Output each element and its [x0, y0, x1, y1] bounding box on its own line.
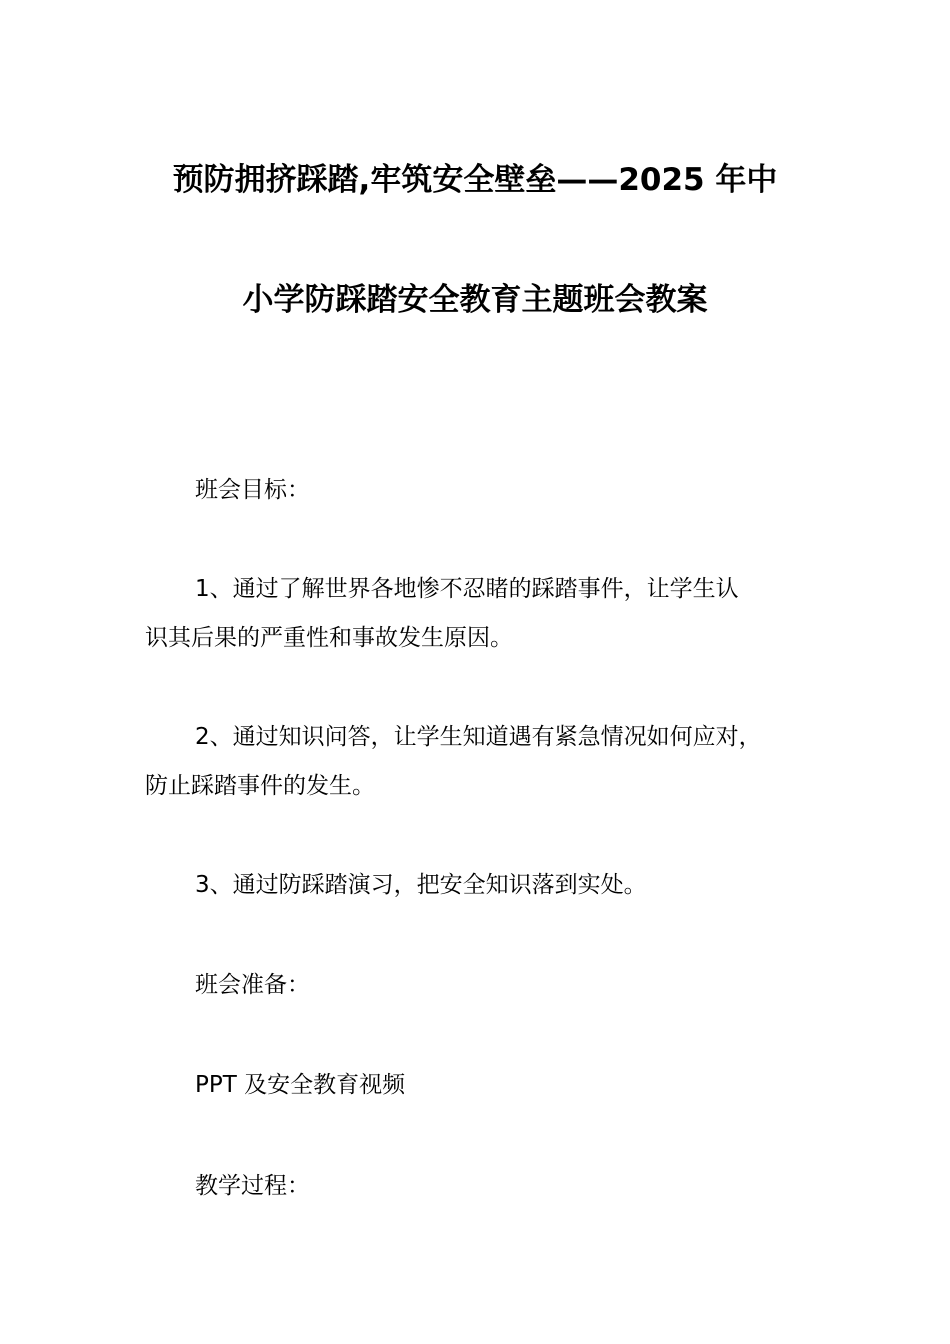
goals-heading: 班会目标： — [195, 477, 310, 503]
goal-2-continuation: 防止踩踏事件的发生。 — [145, 773, 375, 799]
goal-3: 3、通过防踩踏演习，把安全知识落到实处。 — [195, 872, 647, 898]
prep-heading: 班会准备： — [195, 972, 310, 998]
process-heading: 教学过程： — [195, 1173, 310, 1199]
document-title-line-2: 小学防踩踏安全教育主题班会教案 — [242, 282, 708, 318]
prep-item: PPT 及安全教育视频 — [195, 1072, 406, 1098]
goal-2-first-line: 2、通过知识问答，让学生知道遇有紧急情况如何应对， — [195, 724, 762, 750]
goal-1-continuation: 识其后果的严重性和事故发生原因。 — [145, 625, 513, 651]
goal-1-first-line: 1、通过了解世界各地惨不忍睹的踩踏事件，让学生认 — [195, 576, 739, 602]
document-title-line-1: 预防拥挤踩踏,牢筑安全壁垒——2025 年中 — [172, 162, 778, 198]
